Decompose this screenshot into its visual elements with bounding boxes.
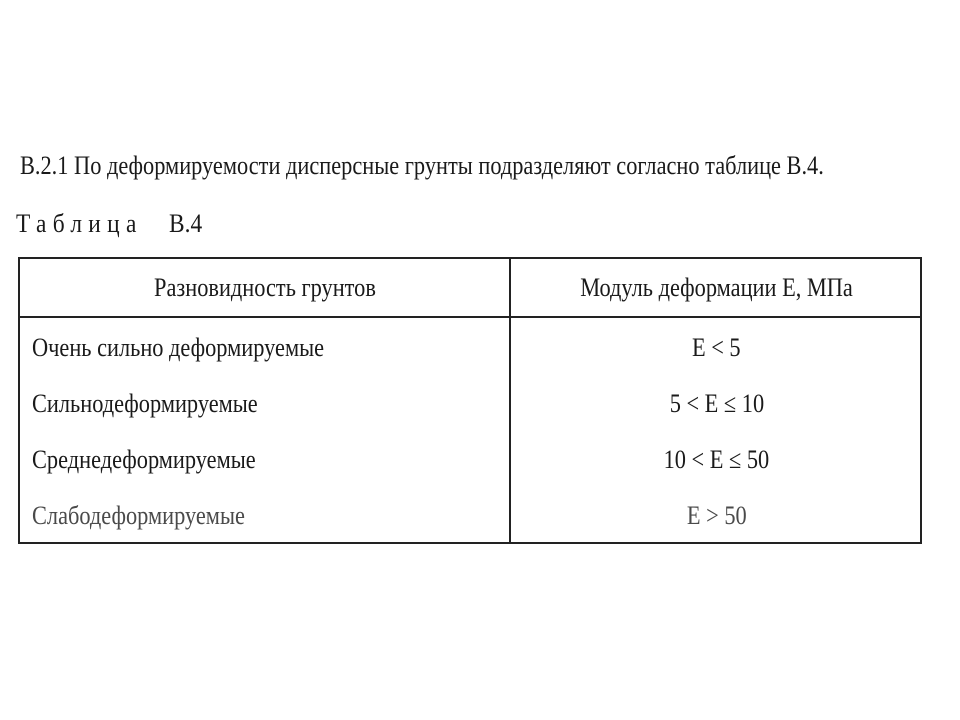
soil-type-label: Очень сильно деформируемые [32,333,325,362]
soil-type-cell [32,376,294,432]
table-caption-word: Таблица [16,209,143,238]
table-row [20,376,920,432]
modulus-value: E > 50 [686,501,747,530]
header-modulus [511,259,922,316]
header-soil-type [20,259,509,316]
table-row [20,488,920,544]
modulus-cell [511,432,922,488]
clause-text: В.2.1 По деформируемости дисперсные грунты подразделяют согласно таблице В.4. [20,151,824,180]
modulus-cell [511,320,922,376]
header-modulus-label: Модуль деформации E, МПа [580,272,853,302]
soil-type-cell [32,320,372,376]
deformability-table [18,257,922,544]
header-divider [20,316,920,318]
table-caption [16,204,206,244]
modulus-value: 10 < E ≤ 50 [663,445,770,474]
table-row [20,432,920,488]
table-row [20,320,920,376]
soil-type-cell [32,488,280,544]
modulus-cell [511,488,922,544]
modulus-value: 5 < E ≤ 10 [669,389,764,418]
soil-type-cell [32,432,292,488]
modulus-cell [511,376,922,432]
table-caption-number: В.4 [169,209,203,238]
soil-type-label: Сильнодеформируемые [32,389,258,418]
soil-type-label: Среднедеформируемые [32,445,256,474]
header-soil-type-label: Разновидность грунтов [153,272,376,302]
soil-type-label: Слабодеформируемые [32,501,245,530]
modulus-value: E < 5 [692,333,741,362]
